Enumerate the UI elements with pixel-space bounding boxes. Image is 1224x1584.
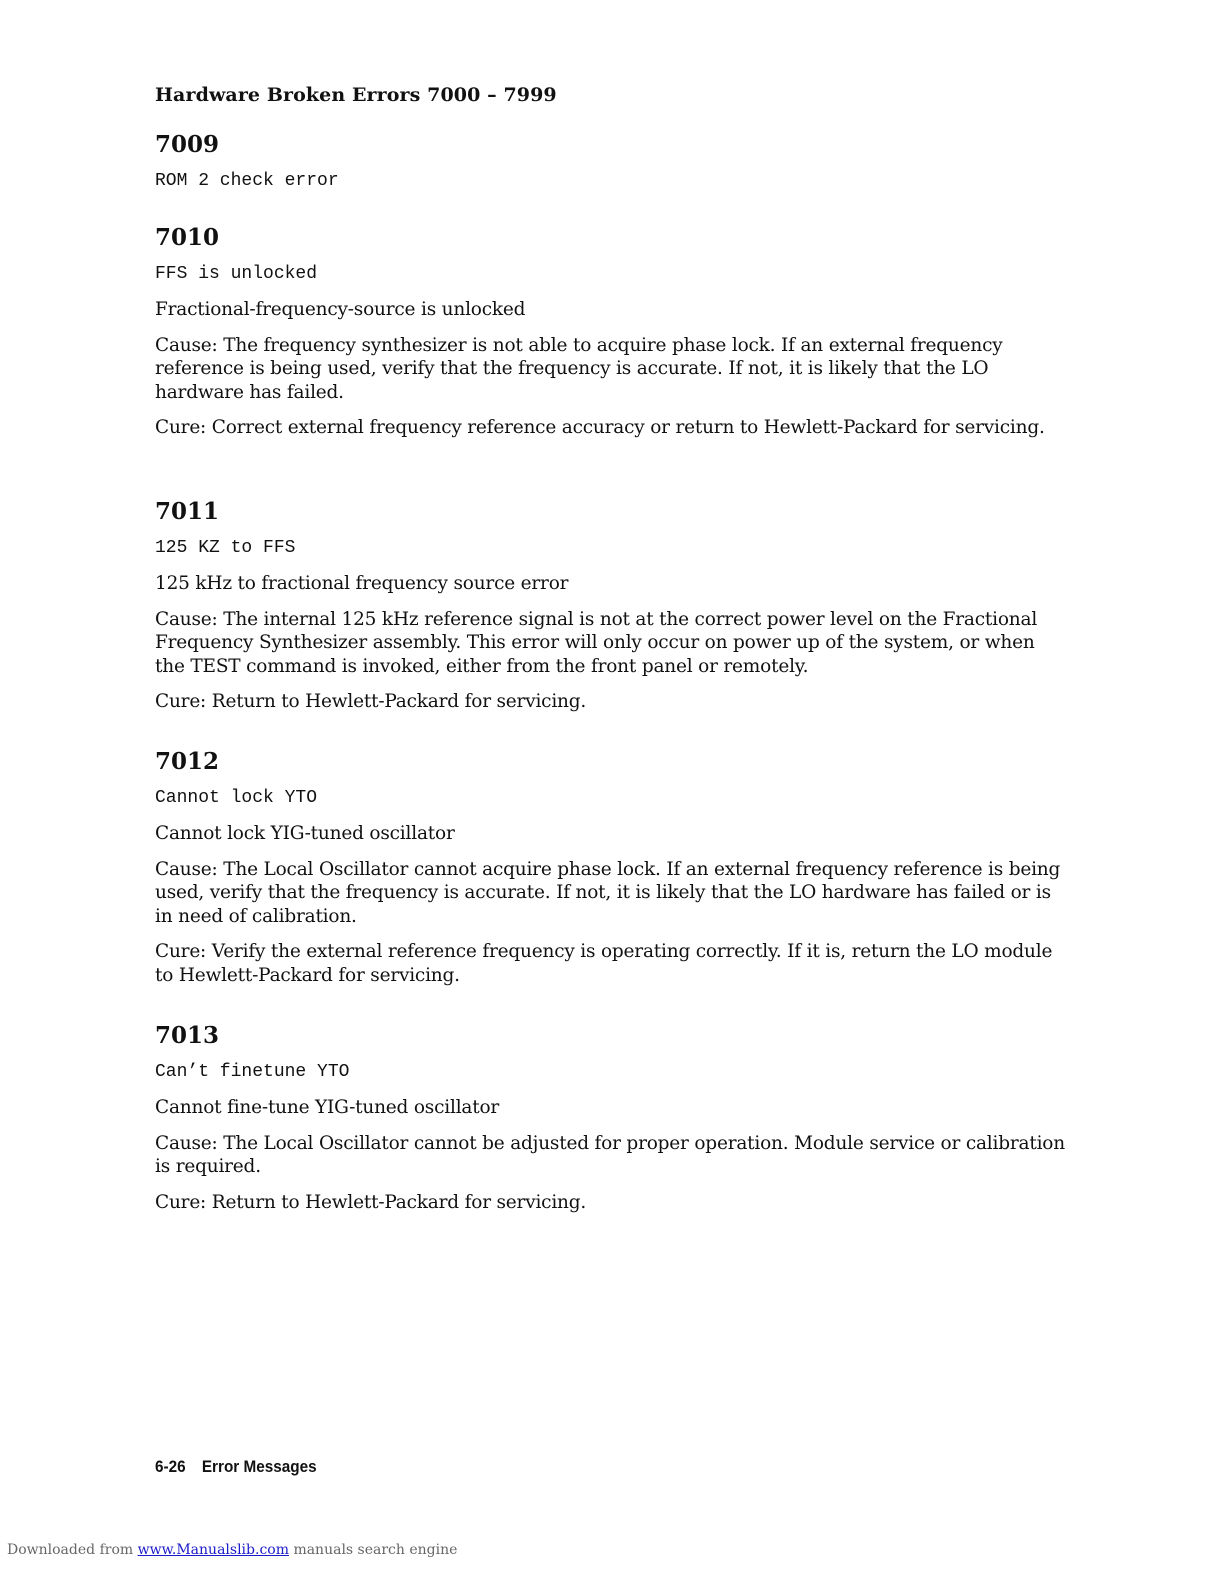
error-entry-7010 [155, 224, 1065, 452]
error-entry-7011 [155, 498, 1065, 726]
error-message: Cannot lock YTO [155, 788, 318, 808]
error-message: 125 KZ to FFS [155, 538, 296, 558]
error-entry-7013 [155, 1022, 1065, 1226]
error-cause: Cause: The Local Oscillator cannot acquire phase lock. If an external frequency reference is being used, verify that the frequency is accurate. If not, it is likely that the LO hardware has failed or is in need of calibration. [155, 858, 1061, 927]
section-title: Error Messages [201, 1457, 317, 1476]
error-entry-7009 [155, 131, 1065, 205]
error-cause: Cause: The frequency synthesizer is not able to acquire phase lock. If an external frequency reference is being used, verify that the frequency is accurate. If not, it is likely that the LO hardware has failed. [155, 334, 1003, 403]
error-cause: Cause: The Local Oscillator cannot be adjusted for proper operation. Module service or calibration is required. [155, 1132, 1065, 1177]
running-head: Hardware Broken Errors 7000 – 7999 [155, 84, 557, 106]
download-prefix: Downloaded from [7, 1542, 134, 1558]
error-description: Fractional-frequency-source is unlocked [155, 299, 526, 320]
error-code: 7013 [155, 1022, 220, 1049]
error-code: 7010 [155, 224, 220, 251]
error-cure: Cure: Return to Hewlett-Packard for servicing. [155, 1191, 587, 1213]
error-code: 7012 [155, 748, 220, 775]
error-cure: Cure: Return to Hewlett-Packard for servicing. [155, 691, 587, 712]
error-code: 7011 [155, 498, 220, 525]
error-message: FFS is unlocked [155, 264, 318, 284]
manualslib-link[interactable]: www.Manualslib.com [137, 1542, 289, 1558]
error-description: Cannot lock YIG-tuned oscillator [155, 823, 455, 844]
page-footer [155, 1457, 317, 1477]
error-description: Cannot fine-tune YIG-tuned oscillator [155, 1097, 500, 1118]
error-description: 125 kHz to fractional frequency source error [155, 573, 569, 594]
download-suffix: manuals search engine [293, 1542, 458, 1558]
error-cure: Cure: Correct external frequency reference accuracy or return to Hewlett-Packard for servicing. [155, 417, 1045, 438]
error-cure: Cure: Verify the external reference frequency is operating correctly. If it is, return the LO module to Hewlett-Packard for servicing. [155, 941, 1053, 986]
error-entry-7012 [155, 748, 1065, 999]
error-cause: Cause: The internal 125 kHz reference signal is not at the correct power level on the Fractional Frequency Synthesizer assembly. This error will only occur on power up of the system, or when the TEST command is invoked, either from the front panel or remotely. [155, 608, 1038, 677]
download-notice [7, 1542, 457, 1558]
page-number: 6-26 [155, 1457, 186, 1476]
error-code: 7009 [155, 131, 220, 158]
error-message: ROM 2 check error [155, 171, 339, 191]
error-message: Can’t finetune YTO [155, 1062, 350, 1082]
